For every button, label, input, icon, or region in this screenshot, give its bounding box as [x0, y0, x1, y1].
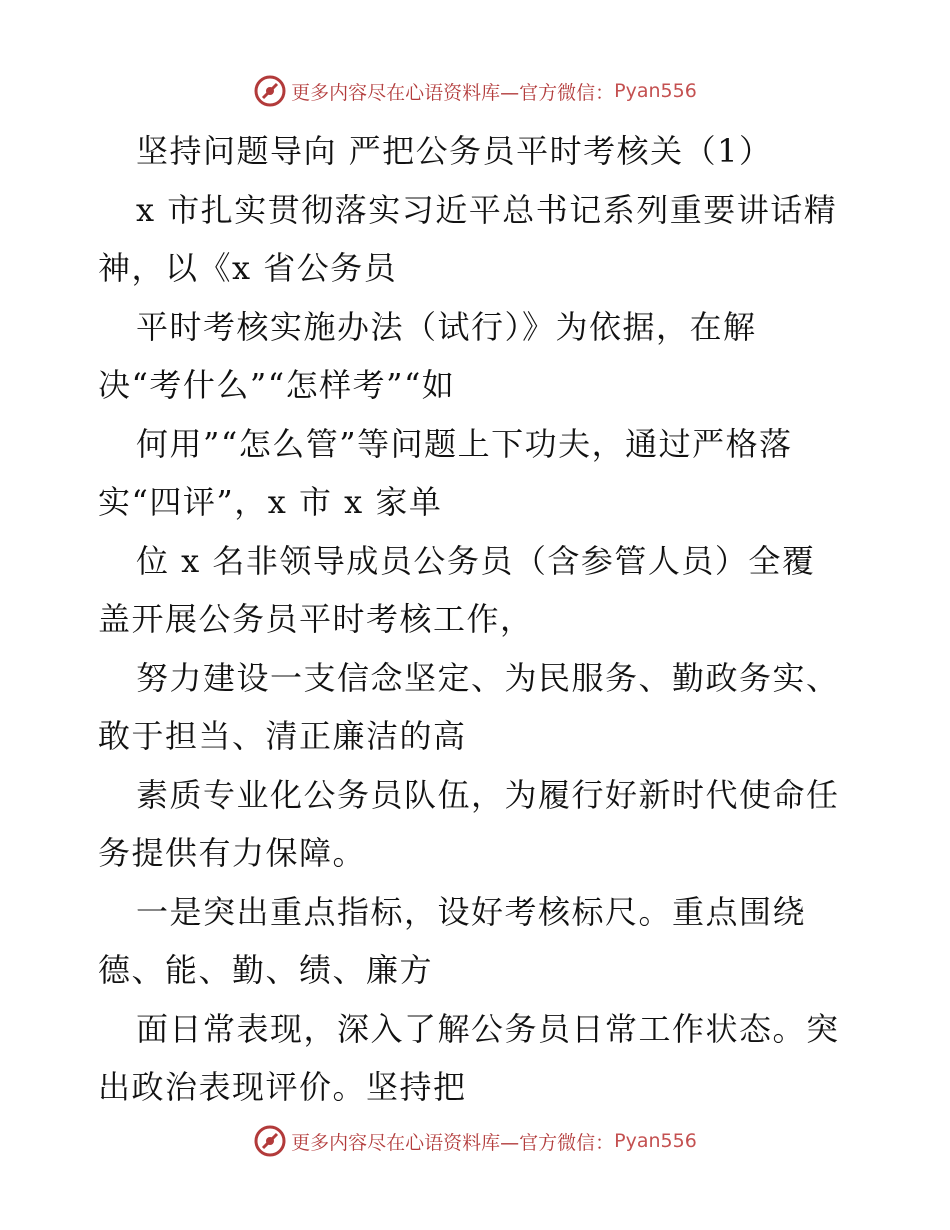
paragraph-line: 素质专业化公务员队伍，为履行好新时代使命任: [136, 775, 840, 814]
paragraph-line: 平时考核实施办法（试行）》为依据，在解: [136, 307, 757, 346]
paragraph-line: 德、能、勤、绩、廉方: [98, 951, 434, 989]
watermark-footer: [0, 1124, 950, 1158]
paragraph-line: 努力建设一支信念坚定、为民服务、勤政务实、: [136, 658, 840, 697]
paragraph-line: 盖开展公务员平时考核工作，: [98, 600, 534, 638]
document-title: 坚持问题导向 严把公务员平时考核关（1）: [136, 132, 773, 170]
watermark-header: [0, 74, 950, 108]
logo-seal-icon: [253, 1124, 287, 1158]
paragraph-line: 敢于担当、清正廉洁的高: [98, 717, 467, 755]
watermark-text: 更多内容尽在心语资料库—官方微信：: [291, 1131, 615, 1154]
paragraph-line: 实“四评”，x 市 x 家单: [98, 483, 443, 521]
watermark-account: Pyan556: [614, 80, 697, 102]
watermark-account: Pyan556: [614, 1130, 697, 1152]
logo-seal-icon: [253, 74, 287, 108]
paragraph-line: 面日常表现，深入了解公务员日常工作状态。突: [136, 1009, 840, 1048]
paragraph-line: 务提供有力保障。: [98, 834, 367, 872]
paragraph-line: 出政治表现评价。坚持把: [98, 1068, 467, 1106]
watermark-text: 更多内容尽在心语资料库—官方微信：: [291, 81, 615, 104]
paragraph-line: 决“考什么”“怎样考”“如: [98, 366, 456, 404]
paragraph-line: 位 x 名非领导成员公务员（含参管人员）全覆: [136, 541, 816, 580]
paragraph-line: 神，以《x 省公务员: [98, 249, 398, 287]
document-body: [98, 122, 858, 1117]
paragraph-line: 何用”“怎么管”等问题上下功夫，通过严格落: [136, 424, 793, 463]
paragraph-line: x 市扎实贯彻落实习近平总书记系列重要讲话精: [136, 190, 838, 229]
paragraph-line: 一是突出重点指标，设好考核标尺。重点围绕: [136, 892, 807, 931]
